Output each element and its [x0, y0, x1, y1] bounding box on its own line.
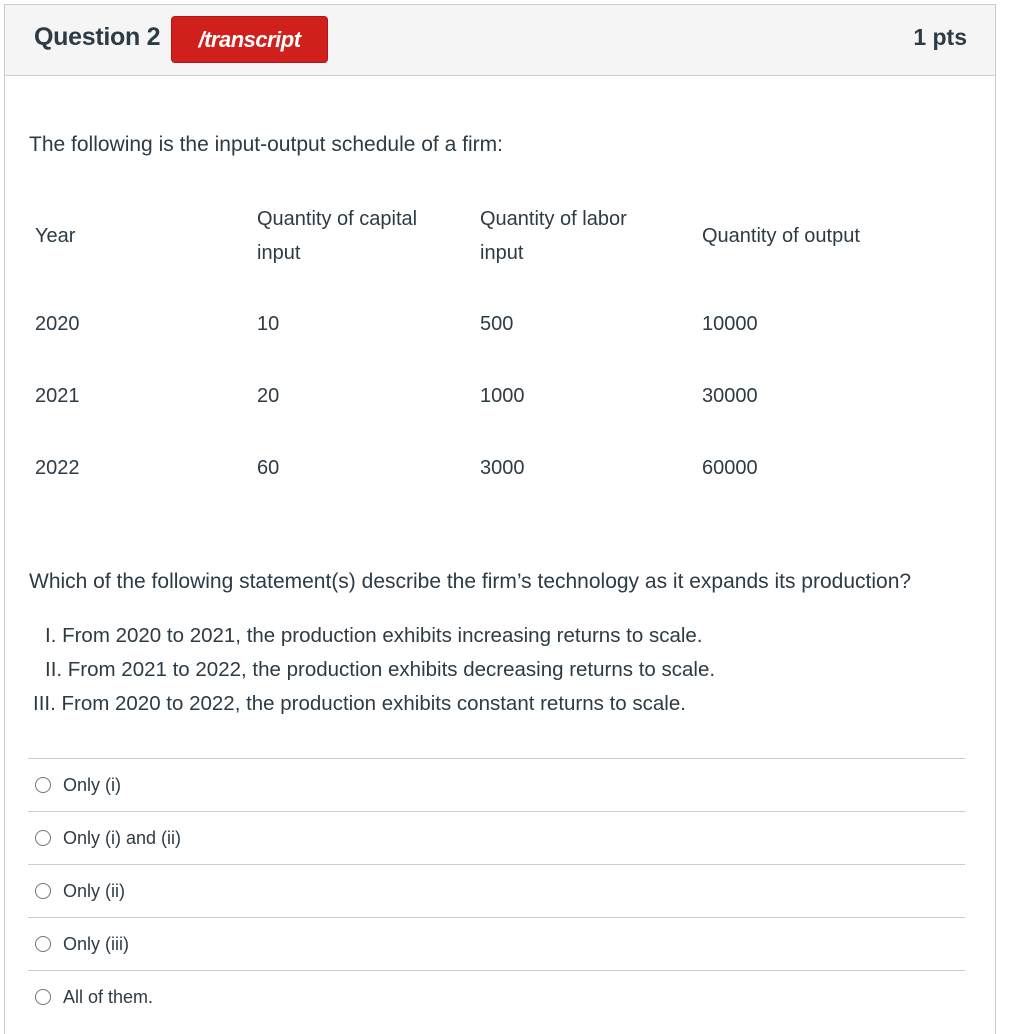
transcript-badge-button[interactable]: /transcript: [171, 16, 328, 63]
row-2020-output: 10000: [702, 313, 758, 335]
row-2020-year: 2020: [35, 313, 80, 335]
row-2022-output: 60000: [702, 457, 758, 479]
answer-label[interactable]: Only (i): [63, 774, 121, 795]
row-2021-year: 2021: [35, 385, 80, 407]
radio-button[interactable]: [35, 830, 51, 846]
answer-option[interactable]: [28, 758, 965, 811]
answer-label[interactable]: Only (ii): [63, 880, 125, 901]
answer-option[interactable]: [28, 811, 965, 864]
answer-label[interactable]: Only (iii): [63, 933, 129, 954]
row-2021-capital: 20: [257, 385, 280, 407]
radio-button[interactable]: [35, 989, 51, 1005]
header-labor-line1: Quantity of labor: [480, 208, 627, 230]
row-2022-labor: 3000: [480, 457, 525, 479]
answer-label[interactable]: Only (i) and (ii): [63, 827, 182, 848]
statement-3: III. From 2020 to 2022, the production exhibits constant returns to scale.: [33, 692, 686, 715]
header-capital-line2: input: [257, 242, 301, 264]
statement-2: II. From 2021 to 2022, the production exhibits decreasing returns to scale.: [45, 658, 716, 681]
intro-text: The following is the input-output schedule of a firm:: [29, 133, 503, 156]
row-2021-output: 30000: [702, 385, 758, 407]
row-2020-labor: 500: [480, 313, 514, 335]
answer-option[interactable]: [28, 917, 965, 970]
header-capital-line1: Quantity of capital: [257, 208, 418, 230]
header-year: Year: [35, 225, 76, 247]
question-title: Question 2: [34, 23, 161, 51]
statement-1: I. From 2020 to 2021, the production exhibits increasing returns to scale.: [45, 624, 703, 647]
header-labor-line2: input: [480, 242, 524, 264]
answer-label[interactable]: All of them.: [63, 986, 154, 1007]
radio-button[interactable]: [35, 883, 51, 899]
points-label: 1 pts: [913, 24, 967, 50]
row-2021-labor: 1000: [480, 385, 525, 407]
row-2022-capital: 60: [257, 457, 280, 479]
radio-button[interactable]: [35, 777, 51, 793]
header-output: Quantity of output: [702, 225, 860, 247]
answer-option[interactable]: [28, 970, 965, 1023]
answer-option[interactable]: [28, 864, 965, 917]
question-header: [5, 5, 995, 76]
radio-button[interactable]: [35, 936, 51, 952]
row-2022-year: 2022: [35, 457, 80, 479]
answer-list: [28, 758, 965, 1023]
row-2020-capital: 10: [257, 313, 280, 335]
question-text: Which of the following statement(s) describe the firm’s technology as it expands its production?: [29, 570, 912, 593]
